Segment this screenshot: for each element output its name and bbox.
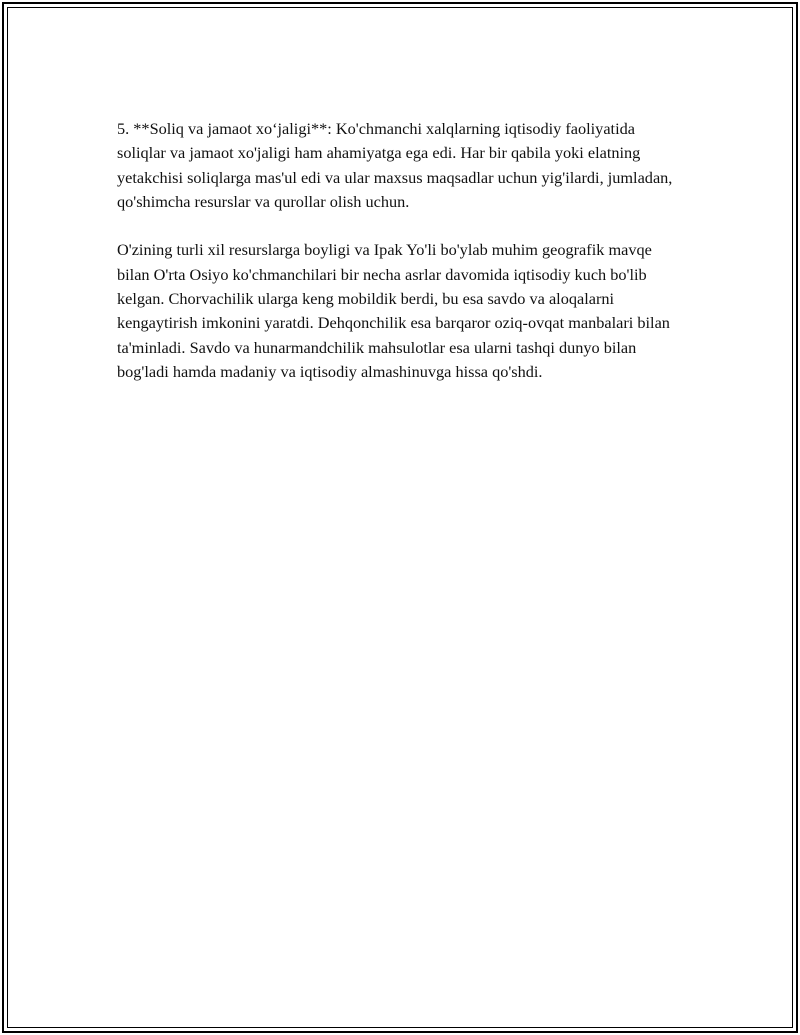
paragraph-tax-and-communal-economy: 5. **Soliq va jamaot xo‘jaligi**: Ko'chmanchi xalqlarning iqtisodiy faoliyatida soliqlar va jamaot xo'jaligi ham ahamiyatga ega edi. Har bir qabila yoki elatning yetakchisi soliqlarga mas'ul edi va ular maxsus maqsadlar uchun yig'ilardi, jumladan, qo'shimcha resurslar va qurollar olish uchun. [117,119,673,211]
paragraph-summary: O'zining turli xil resurslarga boyligi va Ipak Yo'li bo'ylab muhim geografik mavqe bilan O'rta Osiyo ko'chmanchilari bir necha asrlar davomida iqtisodiy kuch bo'lib kelgan. Chorvachilik ularga keng mobildik berdi, bu esa savdo va aloqalarni kengaytirish imkonini yaratdi. Dehqonchilik esa barqaror oziq-ovqat manbalari bilan ta'minladi. Savdo va hunarmandchilik mahsulotlar esa ularni tashqi dunyo bilan bog'ladi hamda madaniy va iqtisodiy almashinuvga hissa qo'shdi. [117,240,670,381]
document-body [117,117,687,384]
